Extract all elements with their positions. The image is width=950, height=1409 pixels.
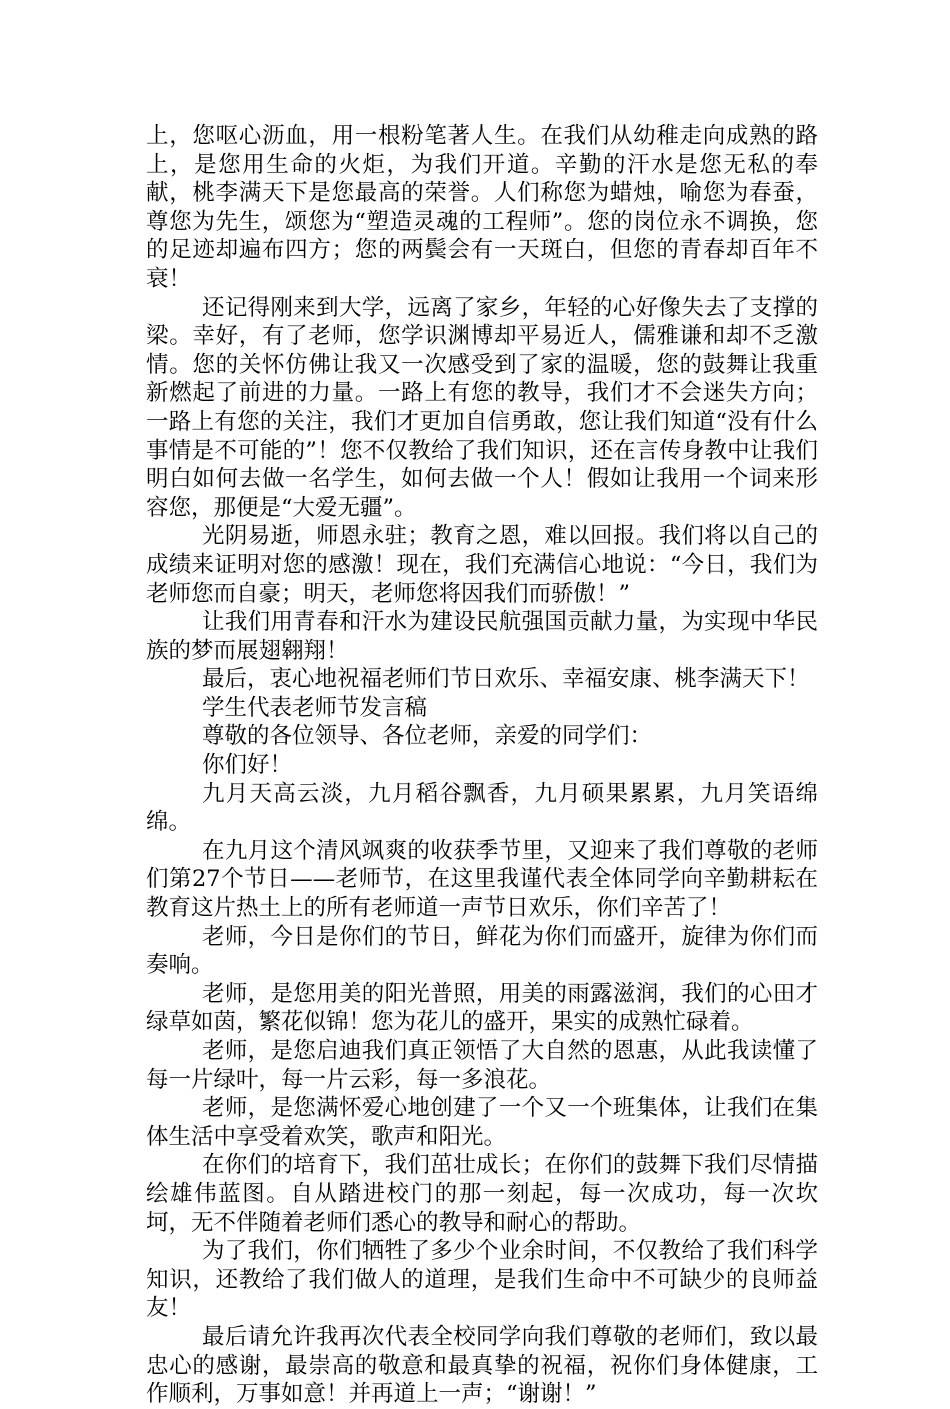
paragraph: 老师，是您启迪我们真正领悟了大自然的恩惠，从此我读懂了每一片绿叶，每一片云彩，每一多浪花。	[146, 1038, 818, 1093]
paragraph: 还记得刚来到大学，远离了家乡，年轻的心好像失去了支撑的梁。幸好，有了老师，您学识渊博却平易近人，儒雅谦和却不乏激情。您的关怀仿佛让我又一次感受到了家的温暖，您的鼓舞让我重新燃起了前进的力量。一路上有您的教导，我们才不会迷失方向；一路上有您的关注，我们才更加自信勇敢，您让我们知道“没有什么事情是不可能的”！您不仅教给了我们知识，还在言传身教中让我们明白如何去做一名学生，如何去做一个人！假如让我用一个词来形容您，那便是“大爱无疆”。	[146, 294, 818, 521]
paragraph: 光阴易逝，师恩永驻；教育之恩，难以回报。我们将以自己的成绩来证明对您的感激！现在，我们充满信心地说：“今日，我们为老师您而自豪；明天，老师您将因我们而骄傲！”	[146, 523, 818, 607]
paragraph: 让我们用青春和汗水为建设民航强国贡献力量，为实现中华民族的梦而展翅翱翔！	[146, 609, 818, 664]
paragraph: 在九月这个清风飒爽的收获季节里，又迎来了我们尊敬的老师们第27个节日——老师节，在这里我谨代表全体同学向辛勤耕耘在教育这片热土上的所有老师道一声节日欢乐，你们辛苦了！	[146, 837, 818, 922]
document-body	[146, 122, 818, 1409]
paragraph: 在你们的培育下，我们茁壮成长；在你们的鼓舞下我们尽情描绘雄伟蓝图。自从踏进校门的那一刻起，每一次成功，每一次坎坷，无不伴随着老师们悉心的教导和耐心的帮助。	[146, 1152, 818, 1236]
section-title: 学生代表老师节发言稿	[202, 694, 428, 721]
closing-paragraph: 最后请允许我再次代表全校同学向我们尊敬的老师们，致以最忠心的感谢，最崇高的敬意和最真挚的祝福，祝你们身体健康，工作顺利，万事如意！并再道上一声；“谢谢！”	[146, 1323, 818, 1408]
paragraph: 老师，是您用美的阳光普照，用美的雨露滋润，我们的心田才绿草如茵，繁花似锦！您为花儿的盛开，果实的成熟忙碌着。	[146, 980, 818, 1036]
salutation: 尊敬的各位领导、各位老师，亲爱的同学们：	[202, 723, 653, 750]
greeting: 你们好！	[202, 752, 293, 779]
paragraph: 老师，是您满怀爱心地创建了一个又一个班集体，让我们在集体生活中享受着欢笑，歌声和阳光。	[146, 1095, 818, 1150]
paragraph: 老师，今日是你们的节日，鲜花为你们而盛开，旋律为你们而奏响。	[146, 923, 818, 979]
paragraph: 为了我们，你们牺牲了多少个业余时间，不仅教给了我们科学知识，还教给了我们做人的道理，是我们生命中不可缺少的良师益友！	[146, 1238, 818, 1322]
paragraph: 上，您呕心沥血，用一根粉笔著人生。在我们从幼稚走向成熟的路上，是您用生命的火炬，为我们开道。辛勤的汗水是您无私的奉献，桃李满天下是您最高的荣誉。人们称您为蜡烛，喻您为春蚕，尊您为先生，颂您为“塑造灵魂的工程师”。您的岗位永不调换，您的足迹却遍布四方；您的两鬓会有一天斑白，但您的青春却百年不衰！	[146, 123, 818, 292]
paragraph: 九月天高云淡，九月稻谷飘香，九月硕果累累，九月笑语绵绵。	[146, 780, 818, 836]
paragraph: 最后，衷心地祝福老师们节日欢乐、幸福安康、桃李满天下！	[202, 666, 810, 693]
